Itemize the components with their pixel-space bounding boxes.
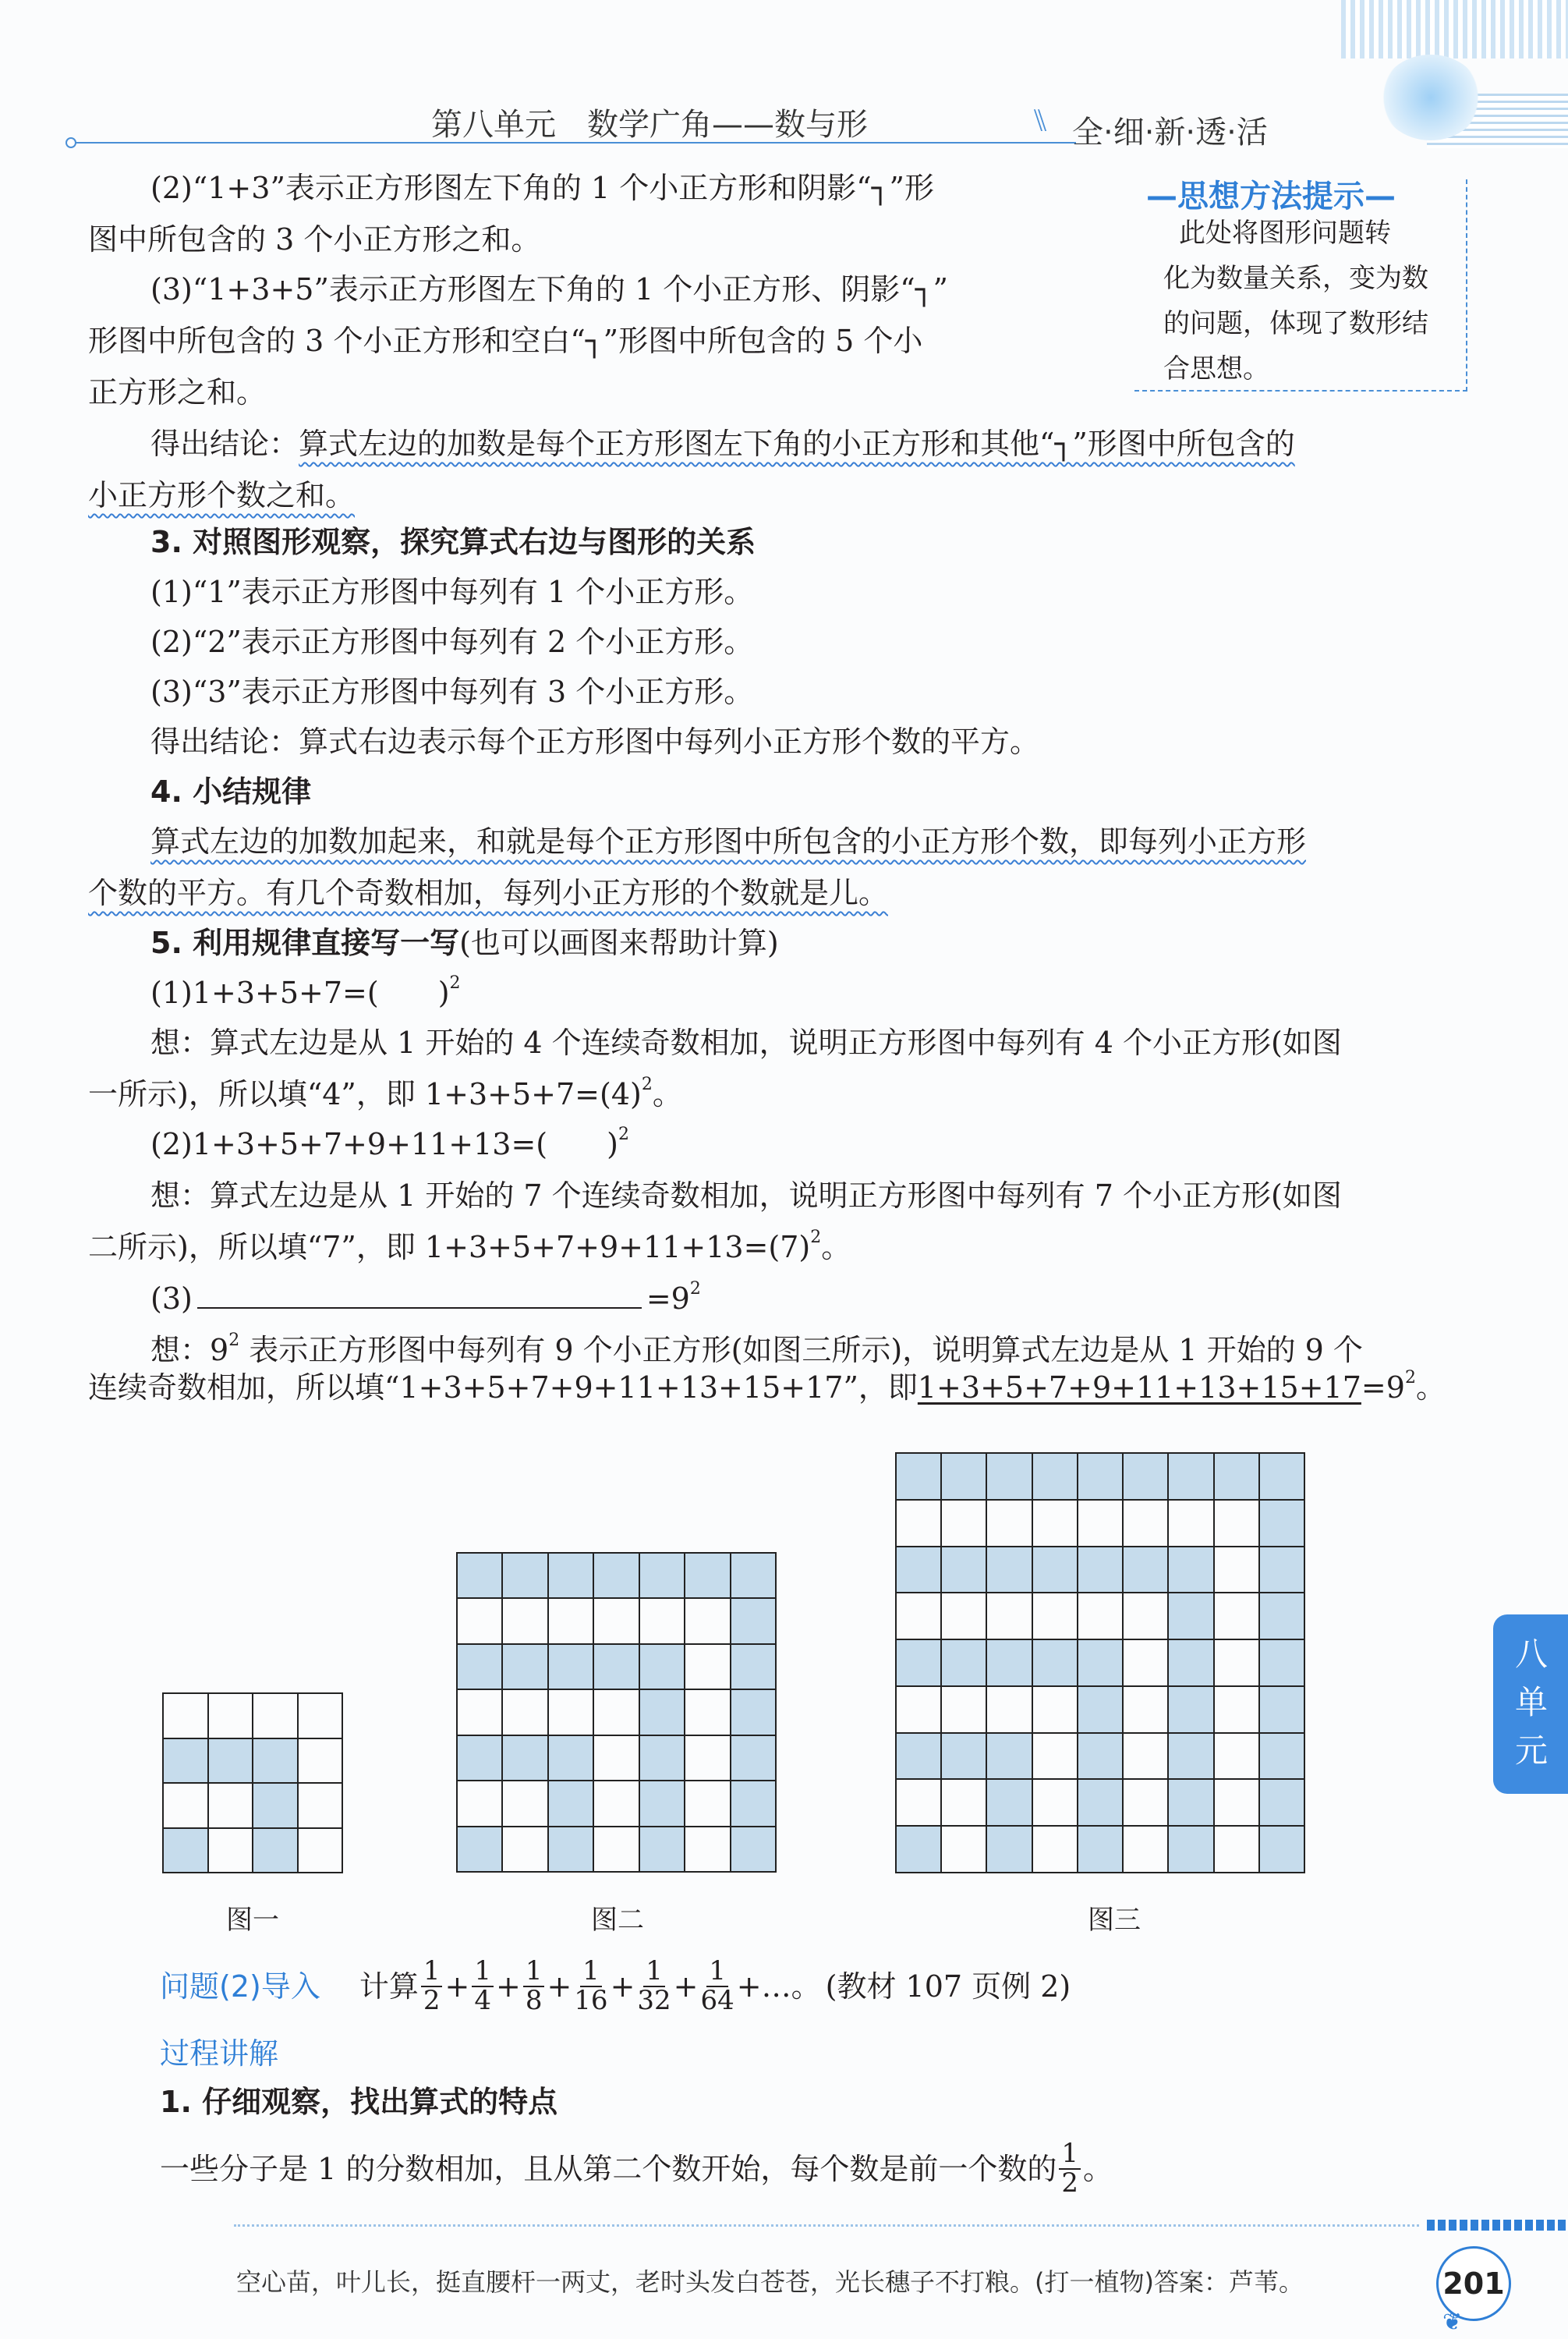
grid-cell [897,1501,942,1547]
grid-cell [1124,1547,1169,1594]
section-5-title: 5. 利用规律直接写一写(也可以画图来帮助计算) [150,926,779,960]
grid-cell [640,1827,685,1873]
footer-bar [1427,2220,1568,2231]
grid-cell [1169,1501,1214,1547]
grid-cell [731,1554,777,1599]
grid-cell [685,1827,731,1873]
tip-title: —思想方法提示— [1146,179,1396,214]
grid-cell [942,1827,987,1873]
grid-cell [1078,1827,1124,1873]
grid-cell [253,1829,299,1874]
fraction: $\frac{1}{2}$ [421,1958,443,2015]
figure-3-caption: 图三 [1088,1905,1141,1936]
grid-cell [685,1736,731,1781]
grid-cell [549,1554,594,1599]
grid-cell [1260,1593,1305,1640]
grid-cell [685,1690,731,1735]
grid-cell [1124,1780,1169,1827]
grid-cell [731,1781,777,1827]
grid-cell [1169,1780,1214,1827]
grid-cell [897,1593,942,1640]
grid-cell [942,1640,987,1687]
grid-cell [1124,1501,1169,1547]
process-step-1-title: 1. 仔细观察，找出算式的特点 [160,2085,558,2119]
grid-cell [1260,1780,1305,1827]
grid-cell [1124,1734,1169,1781]
grid-cell [594,1645,639,1690]
grid-cell [1078,1454,1124,1501]
grid-cell [1033,1501,1078,1547]
grid-cell [1078,1501,1124,1547]
grid-cell [209,1829,254,1874]
plus-sign: + [444,1969,470,2004]
figure-2-caption: 图二 [591,1905,644,1936]
grid-cell [731,1599,777,1644]
footer-riddle: 空心苗，叶儿长，挺直腰杆一两丈，老时头发白苍苍，光长穗子不打粮。(打一植物)答案：芦苇。 [236,2267,1304,2297]
grid-cell [731,1690,777,1735]
grid-cell [1078,1687,1124,1734]
grid-cell [503,1827,548,1873]
grid-cell [987,1687,1032,1734]
grid-cell [640,1645,685,1690]
grid-cell [594,1554,639,1599]
grid-cell [640,1599,685,1644]
chapter-title: 第八单元 数学广角——数与形 [431,107,868,143]
para-3-line-1: (3)“1+3+5”表示正方形图左下角的 1 个小正方形、阴影“┐” [150,272,948,307]
grid-cell [942,1454,987,1501]
grid-cell [1215,1734,1260,1781]
think-3-line-1: 想：$9^2$ 表示正方形图中每列有 9 个小正方形(如图三所示)，说明算式左边是从 1 开始的 9 个 [150,1331,1363,1367]
grid-cell [549,1781,594,1827]
book-logo-icon [1380,55,1481,140]
double-slash-icon: ⑊ [1031,103,1049,139]
grid-cell [1260,1827,1305,1873]
page-number: 201 [1436,2246,1511,2321]
grid-cell [594,1736,639,1781]
tip-line-3: 的问题，体现了数形结 [1163,308,1428,339]
grid-cell [640,1781,685,1827]
grid-cell [1033,1734,1078,1781]
plus-sign: + [673,1969,699,2004]
grid-cell [1169,1547,1214,1594]
grid-cell [987,1734,1032,1781]
grid-cell [253,1694,299,1739]
section-4-line-2: 个数的平方。有几个奇数相加，每列小正方形的个数就是儿。 [88,876,889,910]
process-title: 过程讲解 [160,2036,279,2071]
grid-cell [1169,1734,1214,1781]
fraction-series [419,1955,737,2016]
grid-cell [1260,1734,1305,1781]
grid-cell [1215,1593,1260,1640]
grid-cell [1124,1827,1169,1873]
grid-cell [1215,1780,1260,1827]
grid-cell [164,1694,209,1739]
grid-cell [1215,1547,1260,1594]
grid-cell [458,1645,503,1690]
grid-cell [731,1736,777,1781]
grid-cell [594,1827,639,1873]
grid-cell [1033,1640,1078,1687]
grid-cell [503,1690,548,1735]
grid-cell [1169,1687,1214,1734]
grid-cell [549,1736,594,1781]
grid-cell [1078,1593,1124,1640]
figure-1-caption: 图一 [226,1905,279,1936]
grid-cell [549,1599,594,1644]
grid-cell [253,1784,299,1829]
grid-cell [640,1736,685,1781]
tip-line-2: 化为数量关系，变为数 [1163,263,1428,294]
fraction-one-half: $\frac{1}{2}$ [1059,2140,1081,2197]
grid-cell [1215,1687,1260,1734]
fraction: $\frac{1}{4}$ [472,1958,494,2015]
grid-cell [640,1554,685,1599]
grid-cell [987,1593,1032,1640]
para-2-line-1: (2)“1+3”表示正方形图左下角的 1 个小正方形和阴影“┐”形 [150,171,934,205]
grid-cell [458,1690,503,1735]
grid-cell [209,1694,254,1739]
grid-cell [685,1645,731,1690]
grid-cell [685,1781,731,1827]
grid-cell [503,1599,548,1644]
conclusion-2: 得出结论：算式右边表示每个正方形图中每列小正方形个数的平方。 [150,725,1040,759]
grid-cell [458,1827,503,1873]
grid-cell [897,1827,942,1873]
grid-cell [1260,1501,1305,1547]
grid-cell [1033,1780,1078,1827]
grid-cell [503,1781,548,1827]
grid-cell [594,1690,639,1735]
section-4-line-1: 算式左边的加数加起来，和就是每个正方形图中所包含的小正方形个数，即每列小正方形 [150,824,1307,859]
grid-cell [640,1690,685,1735]
section-3-title: 3. 对照图形观察，探究算式右边与图形的关系 [150,525,756,559]
think-1-line-2: 一所示)，所以填“4”，即 $1+3+5+7=(4)^2$。 [88,1075,682,1111]
tip-line-1: 此处将图形问题转 [1179,218,1391,249]
grid-cell [1033,1687,1078,1734]
grid-cell [897,1734,942,1781]
problem-2-label: 问题(2)导入 [160,1969,320,2004]
grid-cell [942,1734,987,1781]
grid-cell [164,1739,209,1784]
grid-cell [897,1547,942,1594]
grid-cell [549,1645,594,1690]
para-2-line-2: 图中所包含的 3 个小正方形之和。 [88,222,541,257]
grid-cell [897,1687,942,1734]
grid-cell [1078,1780,1124,1827]
grid-cell [685,1599,731,1644]
grid-cell [1078,1547,1124,1594]
grid-cell [503,1554,548,1599]
grid-cell [594,1599,639,1644]
grid-cell [458,1781,503,1827]
grid-cell [1078,1640,1124,1687]
grid-cell [1033,1593,1078,1640]
section-3-line-3: (3)“3”表示正方形图中每列有 3 个小正方形。 [150,675,754,709]
fraction: $\frac{1}{64}$ [700,1955,734,2016]
process-step-1-text: 一些分子是 1 的分数相加，且从第二个数开始，每个数是前一个数的 $\frac{1}{2}$ 。 [160,2138,1113,2199]
grid-cell [549,1690,594,1735]
para-3-line-3: 正方形之和。 [88,375,267,409]
plus-sign: + [610,1969,635,2004]
answer-underlined: 1+3+5+7+9+11+13+15+17 [917,1370,1361,1405]
think-3-line-2: 连续奇数相加，所以填“1+3+5+7+9+11+13+15+17”，即$1+3+5+7+9+11+13+15+17=9^2$。 [88,1368,1446,1405]
footer-rule [234,2224,1419,2227]
grid-cell [458,1554,503,1599]
grid-cell [549,1827,594,1873]
answer-blank[interactable] [197,1284,642,1309]
grid-cell [299,1739,344,1784]
grid-cell [987,1640,1032,1687]
grid-cell [253,1739,299,1784]
grid-cell [1215,1501,1260,1547]
conclusion-1-line-2: 小正方形个数之和。 [88,478,356,512]
grid-cell [1078,1734,1124,1781]
figure-1-grid [162,1692,343,1873]
grid-cell [897,1780,942,1827]
grid-cell [1169,1454,1214,1501]
unit-side-tab-label: 八单元 [1514,1635,1548,1770]
grid-cell [209,1784,254,1829]
section-4-title: 4. 小结规律 [150,774,312,809]
grid-cell [164,1784,209,1829]
section-3-line-1: (1)“1”表示正方形图中每列有 1 个小正方形。 [150,575,754,609]
conclusion-1-line-1: 得出结论：算式左边的加数是每个正方形图左下角的小正方形和其他“┐”形图中所包含的 [150,427,1295,461]
grid-cell [594,1781,639,1827]
think-1-line-1: 想：算式左边是从 1 开始的 4 个连续奇数相加，说明正方形图中每列有 4 个小正方形(如图 [150,1026,1342,1060]
leaf-icon: ❦ [1442,2309,1463,2336]
grid-cell [1033,1454,1078,1501]
grid-cell [942,1780,987,1827]
grid-cell [897,1640,942,1687]
grid-cell [1124,1454,1169,1501]
grid-cell [987,1501,1032,1547]
grid-cell [1033,1827,1078,1873]
grid-cell [987,1454,1032,1501]
grid-cell [458,1736,503,1781]
grid-cell [1260,1640,1305,1687]
fraction: $\frac{1}{8}$ [523,1958,545,2015]
grid-cell [299,1829,344,1874]
grid-cell [1260,1454,1305,1501]
fraction: $\frac{1}{32}$ [637,1955,671,2016]
grid-cell [942,1547,987,1594]
brand-slogan: 全·细·新·透·活 [1072,115,1268,151]
para-3-line-2: 形图中所包含的 3 个小正方形和空白“┐”形图中所包含的 5 个小 [88,324,923,358]
grid-cell [1260,1687,1305,1734]
grid-cell [209,1739,254,1784]
grid-cell [1033,1547,1078,1594]
conclusion-1-highlight: 算式左边的加数是每个正方形图左下角的小正方形和其他“┐”形图中所包含的 [299,427,1295,461]
think-2-line-1: 想：算式左边是从 1 开始的 7 个连续奇数相加，说明正方形图中每列有 7 个小正方形(如图 [150,1178,1342,1213]
question-1: (1)1+3+5+7=( )$^2$ [150,973,461,1010]
grid-cell [897,1454,942,1501]
question-2: (2)1+3+5+7+9+11+13=( )$^2$ [150,1125,629,1161]
grid-cell [942,1501,987,1547]
section-3-line-2: (2)“2”表示正方形图中每列有 2 个小正方形。 [150,625,754,659]
grid-cell [164,1829,209,1874]
question-3: $(3) =9^2$ [150,1279,701,1316]
grid-cell [1169,1827,1214,1873]
grid-cell [987,1547,1032,1594]
figure-2-grid [456,1552,777,1873]
header-decoration [1341,0,1568,58]
grid-cell [458,1599,503,1644]
grid-cell [1260,1547,1305,1594]
grid-cell [1124,1687,1169,1734]
grid-cell [299,1694,344,1739]
grid-cell [987,1827,1032,1873]
grid-cell [1215,1640,1260,1687]
grid-cell [503,1736,548,1781]
grid-cell [685,1554,731,1599]
grid-cell [1124,1593,1169,1640]
tip-line-4: 合思想。 [1163,353,1269,385]
grid-cell [731,1827,777,1873]
fraction: $\frac{1}{16}$ [574,1955,608,2016]
problem-2-line: 问题(2)导入 计算 $\frac{1}{2}$ + $\frac{1}{4}$ + $\frac{1}{8}$ + $\frac{1}{16}$ + $\frac{1}{32}$ + $\frac{1}{64}$ +…。 (教材 107 页例 2) [160,1955,1071,2016]
grid-cell [1124,1640,1169,1687]
grid-cell [503,1645,548,1690]
grid-cell [942,1687,987,1734]
plus-sign: + [495,1969,521,2004]
plus-sign: + [547,1969,572,2004]
grid-cell [1169,1640,1214,1687]
figure-3-grid [895,1452,1305,1873]
header-rule-dot [65,137,76,148]
grid-cell [1169,1593,1214,1640]
grid-cell [987,1780,1032,1827]
think-2-line-2: 二所示)，所以填“7”，即 $1+3+5+7+9+11+13=(7)^2$。 [88,1228,851,1264]
grid-cell [1215,1827,1260,1873]
grid-cell [1215,1454,1260,1501]
grid-cell [942,1593,987,1640]
grid-cell [731,1645,777,1690]
grid-cell [299,1784,344,1829]
